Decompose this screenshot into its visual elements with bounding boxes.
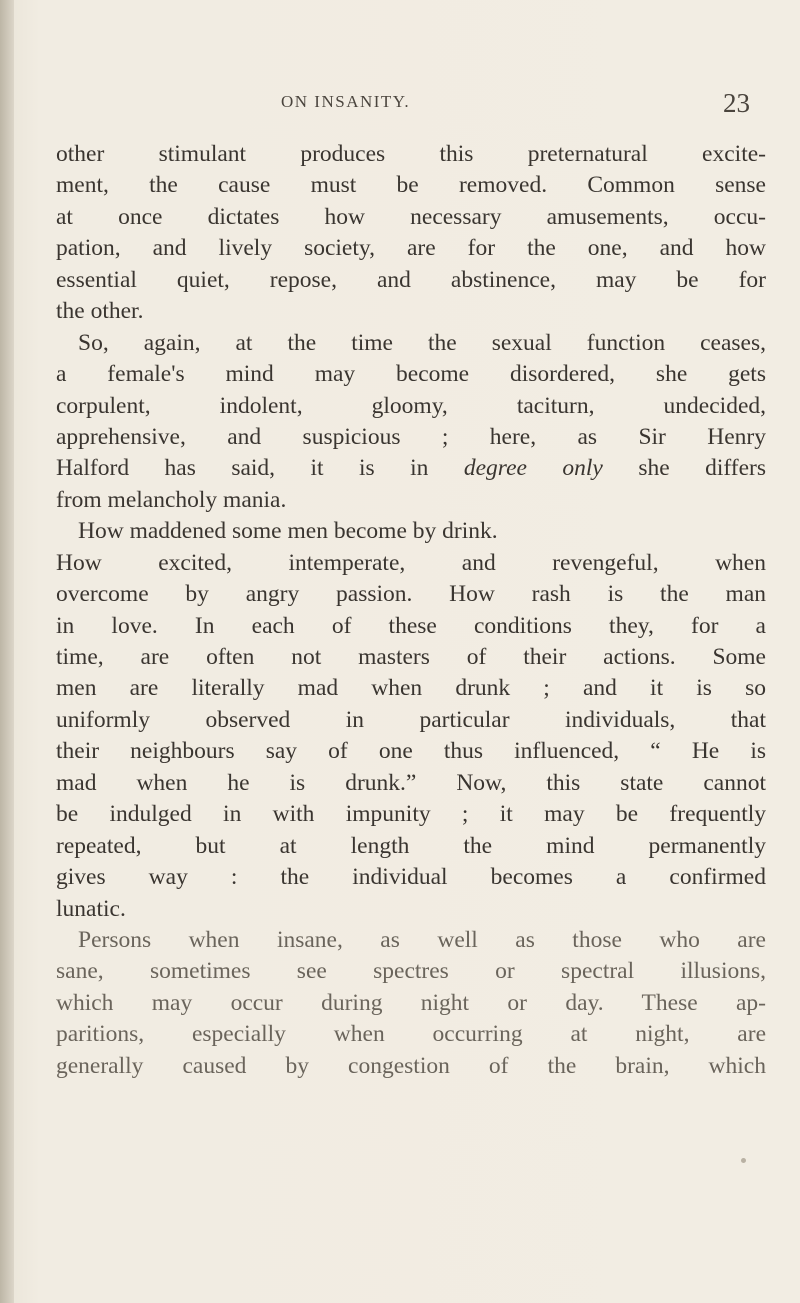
text-line: corpulent, indolent, gloomy, taciturn, undecided, <box>56 392 766 419</box>
body-text <box>56 139 766 1082</box>
ink-speck <box>741 1158 746 1163</box>
paragraph-start: So, again, at the time the sexual function ceases, <box>78 329 766 356</box>
paragraph-start: Persons when insane, as well as those who are <box>78 926 766 953</box>
page-header <box>0 88 800 118</box>
text-line: from melancholy mania. <box>56 486 287 513</box>
text-line: paritions, especially when occurring at night, are <box>56 1021 766 1048</box>
text-line: men are literally mad when drunk ; and it is so <box>56 675 766 702</box>
page-number: 23 <box>723 88 750 118</box>
text-line: repeated, but at length the mind permanently <box>56 832 766 859</box>
page-gutter <box>0 0 14 1303</box>
text-segment: she differs <box>602 455 766 482</box>
italic-phrase: degree only <box>463 455 603 482</box>
text-line: their neighbours say of one thus influenced, “ He is <box>56 738 766 765</box>
text-line: gives way : the individual becomes a confirmed <box>56 864 766 891</box>
text-line: generally caused by congestion of the brain, which <box>56 1052 766 1079</box>
running-head: ON INSANITY. <box>281 92 411 111</box>
text-line: which may occur during night or day. These ap- <box>56 989 766 1016</box>
text-line: other stimulant produces this preternatural excite- <box>56 141 766 167</box>
text-segment: Halford has said, it is in <box>56 455 464 482</box>
text-line: be indulged in with impunity ; it may be frequently <box>56 801 766 828</box>
text-line: How excited, intemperate, and revengeful, when <box>56 549 766 576</box>
text-line: time, are often not masters of their actions. Some <box>56 644 766 670</box>
text-line: a female's mind may become disordered, she gets <box>56 361 766 388</box>
text-line: sane, sometimes see spectres or spectral illusions, <box>56 958 766 985</box>
text-line: uniformly observed in particular individuals, that <box>56 706 766 733</box>
text-line: ment, the cause must be removed. Common sense <box>56 172 766 199</box>
paragraph-start: How maddened some men become by drink. <box>78 518 498 545</box>
text-line: overcome by angry passion. How rash is the man <box>56 581 766 608</box>
text-line: in love. In each of these conditions they, for a <box>56 612 766 639</box>
text-line: lunatic. <box>56 895 126 922</box>
text-line-with-italic <box>56 453 766 484</box>
text-line: pation, and lively society, are for the one, and how <box>56 235 766 262</box>
text-line: at once dictates how necessary amusements, occu- <box>56 203 766 230</box>
text-line: apprehensive, and suspicious ; here, as Sir Henry <box>56 423 766 450</box>
text-line: essential quiet, repose, and abstinence, may be for <box>56 266 766 293</box>
text-line: the other. <box>56 298 144 325</box>
text-line: mad when he is drunk.” Now, this state cannot <box>56 769 766 796</box>
